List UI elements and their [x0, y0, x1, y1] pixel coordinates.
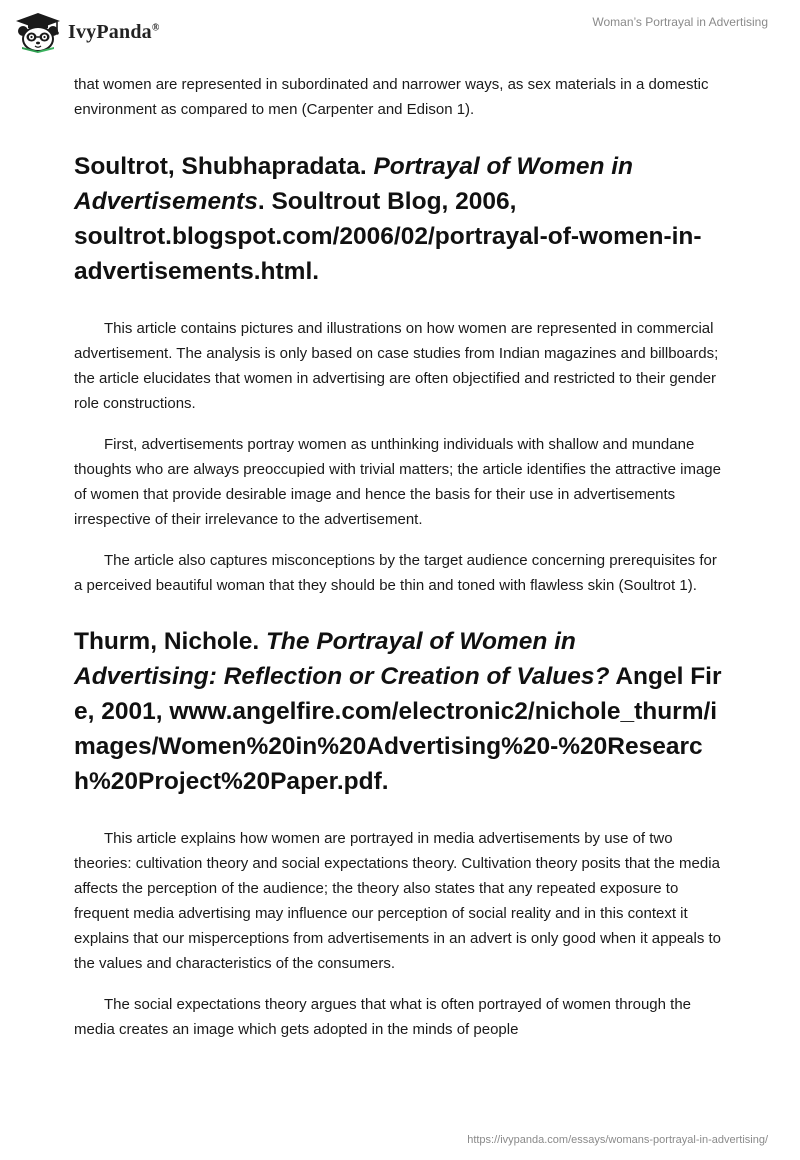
citation-title: The Portrayal of Women in Advertising: Reflection or Creation of Values?: [74, 628, 610, 690]
citation-source: Angel Fire, 2001, www.angelfire.com/electronic2/nichole_thurm/images/Women%20in%20Advertising%20-%20Research%20Project%20Paper.pdf.: [74, 663, 722, 795]
citation-author: Thurm, Nichole.: [74, 628, 260, 655]
body-paragraph: First, advertisements portray women as unthinking individuals with shallow and mundane thoughts who are always preoccupied with trivial matters; the article identifies the attractive image of women that provide desirable image and hence the basis for their use in advertisements irrespective of their irrelevance to the advertisement.: [74, 436, 721, 528]
document-body: [74, 72, 724, 1042]
body-paragraph: This article contains pictures and illustrations on how women are represented in commercial advertisement. The analysis is only based on case studies from Indian magazines and billboards; the article elucidates that women in advertising are often objectified and restricted to their gender role constructions.: [74, 320, 719, 412]
document-title: Woman’s Portrayal in Advertising: [592, 15, 768, 29]
page-header: [0, 0, 800, 70]
citation-source: . Soultrout Blog, 2006, soultrot.blogspot.com/2006/02/portrayal-of-women-in-advertisements.html.: [74, 188, 702, 285]
brand-name: IvyPanda®: [68, 20, 160, 43]
logo[interactable]: [14, 11, 160, 53]
citation-heading: [74, 624, 724, 799]
body-paragraph: This article explains how women are portrayed in media advertisements by use of two theories: cultivation theory and social expectations theory. Cultivation theory posits that the media affects the perception of the audience; the theory also states that any repeated exposure to frequent media advertising may influence our perception of social reality and in this context it explains that our misperceptions from advertisements in an advert is only good when it appeals to the values and characteristics of the consumers.: [74, 830, 722, 972]
intro-paragraph: that women are represented in subordinated and narrower ways, as sex materials in a domestic environment as compared to men (Carpenter and Edison 1).: [74, 76, 709, 118]
source-url[interactable]: https://ivypanda.com/essays/womans-portrayal-in-advertising/: [467, 1134, 768, 1146]
citation-title: Portrayal of Women in Advertisements: [74, 153, 634, 215]
citation-heading: [74, 149, 724, 289]
body-paragraph: The article also captures misconceptions by the target audience concerning prerequisites for a perceived beautiful woman that they should be thin and toned with flawless skin (Soultrot 1).: [74, 552, 717, 594]
panda-mascot-icon: [14, 11, 62, 53]
citation-author: Soultrot, Shubhapradata.: [74, 153, 367, 180]
body-paragraph: The social expectations theory argues that what is often portrayed of women through the media creates an image which gets adopted in the minds of people: [74, 996, 692, 1038]
